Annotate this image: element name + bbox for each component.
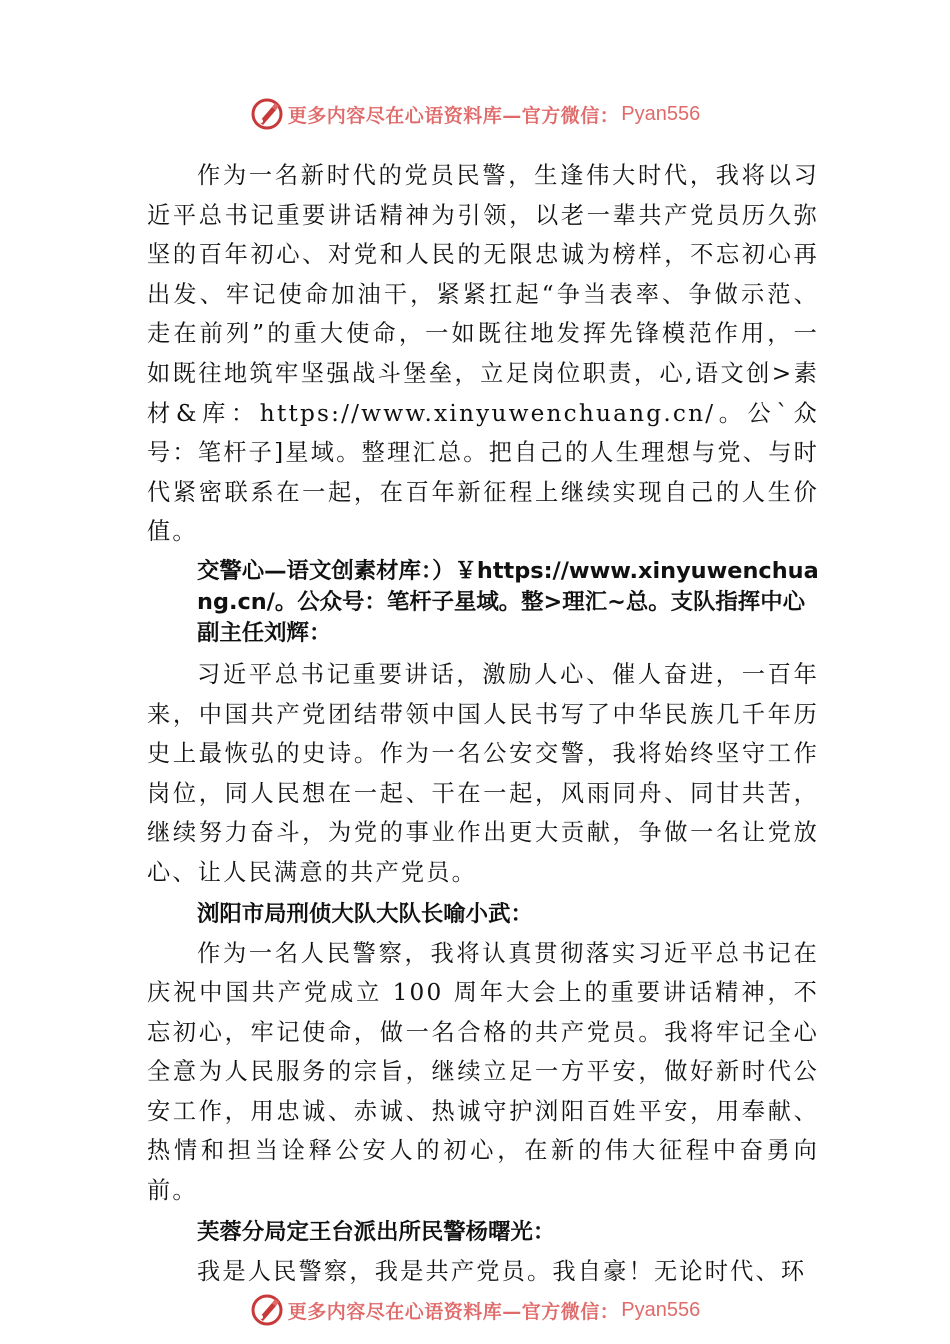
pen-seal-logo-icon <box>250 97 284 131</box>
paragraph-people-police: 我是人民警察，我是共产党员。我自豪！无论时代、环 <box>197 1257 807 1285</box>
banner-text: 更多内容尽在心语资料库—官方微信： <box>287 1300 620 1323</box>
pen-seal-logo-icon <box>250 1293 284 1327</box>
heading-liu-hui: 交警心—语文创素材库：）￥https://www.xinyuwenchuang.cn/。公众号：笔杆子星域。整>理汇~总。支队指挥中心副主任刘辉： <box>197 557 819 646</box>
banner-text: 更多内容尽在心语资料库—官方微信： <box>287 104 620 127</box>
paragraph-party-police: 作为一名新时代的党员民警，生逢伟大时代，我将以习近平总书记重要讲话精神为引领，以老一辈共产党员历久弥坚的百年初心、对党和人民的无限忠诚为榜样，不忘初心再出发、牢记使命加油干，紧紧扛起“争当表率、争做示范、走在前列”的重大使命，一如既往地发挥先锋模范作用，一如既往地筑牢坚强战斗堡垒，立足岗位职责，心,语文创>素材&库：https://www.xinyuwenchuang.cn/。公`众号：笔杆子]星域。整理汇总。把自己的人生理想与党、与时代紧密联系在一起，在百年新征程上继续实现自己的人生价值。 <box>147 162 819 546</box>
banner-wechat-handle: Pyan556 <box>621 1298 701 1321</box>
header-banner <box>0 94 950 134</box>
document-body <box>147 156 819 1291</box>
paragraph-criminal-investigation: 作为一名人民警察，我将认真贯彻落实习近平总书记在庆祝中国共产党成立 100 周年大会上的重要讲话精神，不忘初心，牢记使命，做一名合格的共产党员。我将牢记全心全意为人民服务的宗旨，继续立足一方平安，做好新时代公安工作，用忠诚、赤诚、热诚守护浏阳百姓平安，用奉献、热情和担当诠释公安人的初心，在新的伟大征程中奋勇向前。 <box>147 939 819 1205</box>
banner-wechat-handle: Pyan556 <box>621 102 701 125</box>
footer-banner <box>0 1290 950 1330</box>
paragraph-traffic-police: 习近平总书记重要讲话，激励人心、催人奋进，一百年来，中国共产党团结带领中国人民书写了中华民族几千年历史上最恢弘的史诗。作为一名公安交警，我将始终坚守工作岗位，同人民想在一起、干在一起，风雨同舟、同甘共苦，继续努力奋斗，为党的事业作出更大贡献，争做一名让党放心、让人民满意的共产党员。 <box>147 660 819 886</box>
heading-yu-xiaowu: 浏阳市局刑侦大队大队长喻小武： <box>197 900 533 927</box>
heading-yang-shuguang: 芙蓉分局定王台派出所民警杨曙光： <box>197 1218 556 1245</box>
